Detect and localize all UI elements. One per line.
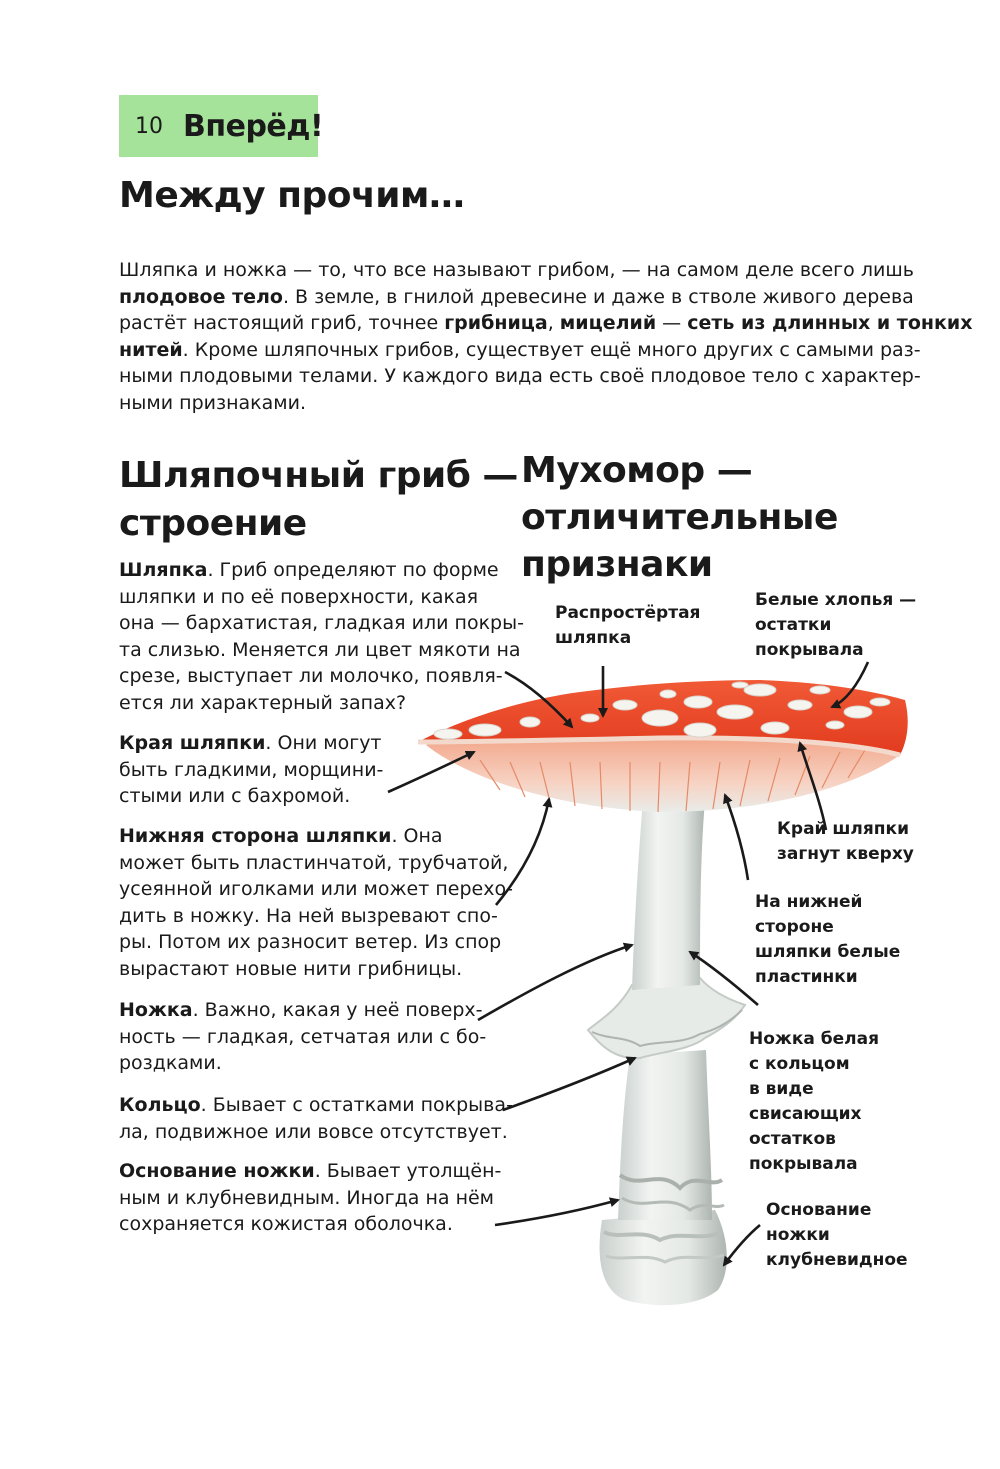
- page-number: 10: [135, 113, 163, 139]
- structure-heading-line: Шляпочный гриб —: [119, 455, 518, 496]
- description-line: дить в ножку. На ней вызревают спо-: [119, 904, 498, 927]
- description-line: Нижняя сторона шляпки. Она: [119, 825, 443, 847]
- feature-label-gills: [755, 890, 900, 990]
- feature-label-cap: [555, 601, 700, 651]
- description-line: Основание ножки. Бывает утолщён-: [119, 1160, 502, 1182]
- description-line: вырастают новые нити грибницы.: [119, 957, 463, 980]
- amanita-heading-line: отличительные: [521, 497, 838, 538]
- description-line: сохраняется кожистая оболочка.: [119, 1213, 453, 1235]
- description-line: Края шляпки. Они могут: [119, 732, 382, 754]
- feature-label-flakes: [755, 588, 916, 663]
- description-line: ла, подвижное или вовсе отсутствует.: [119, 1120, 508, 1143]
- intro-line: растёт настоящий гриб, точнее грибница, мицелий — сеть из длинных и тонких: [119, 312, 973, 334]
- label-line: На нижней: [755, 892, 863, 912]
- description-line: может быть пластинчатой, трубчатой,: [119, 851, 509, 874]
- description-line: она — бархатистая, гладкая или покры-: [119, 612, 524, 634]
- label-line: шляпки белые: [755, 942, 901, 962]
- label-line: ножки: [766, 1225, 830, 1245]
- description-line: Ножка. Важно, какая у неё поверх-: [119, 999, 483, 1021]
- arrow-base: [495, 1200, 618, 1225]
- label-line: покрывала: [749, 1154, 858, 1174]
- description-line: роздками.: [119, 1052, 222, 1074]
- label-line: свисающих: [749, 1104, 862, 1124]
- label-line: остатки: [755, 615, 832, 635]
- amanita-heading-line: Мухомор —: [521, 450, 753, 491]
- label-line: Распростёртая: [555, 603, 701, 623]
- label-line: Белые хлопья —: [755, 590, 917, 610]
- arrow-base-right: [724, 1225, 760, 1265]
- arrow-stem: [478, 945, 632, 1020]
- description-line: срезе, выступает ли молочко, появля-: [119, 665, 503, 687]
- label-line: покрывала: [755, 640, 864, 660]
- structure-heading-line: строение: [119, 503, 307, 544]
- description-line: та слизью. Меняется ли цвет мякоти на: [119, 638, 521, 661]
- description-line: ется ли характерный запах?: [119, 691, 407, 714]
- intro-line: плодовое тело. В земле, в гнилой древесине и даже в стволе живого дерева: [119, 285, 914, 308]
- upper-stem: [632, 800, 705, 990]
- description-line: шляпки и по её поверхности, какая: [119, 585, 479, 608]
- label-line: Край шляпки: [777, 819, 909, 839]
- chapter-title: Вперёд!: [183, 108, 324, 144]
- label-line: шляпка: [555, 628, 632, 648]
- description-line: ры. Потом их разносит ветер. Из спор: [119, 931, 502, 953]
- label-line: клубневидное: [766, 1250, 908, 1270]
- label-line: пластинки: [755, 967, 858, 987]
- label-line: стороне: [755, 917, 834, 937]
- intro-line: ными признаками.: [119, 391, 306, 414]
- amanita-heading-line: признаки: [521, 544, 713, 585]
- label-line: Основание: [766, 1200, 872, 1220]
- arrow-cap-edge-left: [388, 752, 474, 792]
- description-line: быть гладкими, морщини-: [119, 758, 384, 781]
- intro-line: нитей. Кроме шляпочных грибов, существует ещё много других с самыми раз-: [119, 338, 921, 361]
- feature-label-base: [766, 1198, 908, 1273]
- description-line: ным и клубневидным. Иногда на нём: [119, 1186, 495, 1209]
- label-line: загнут кверху: [777, 844, 914, 864]
- arrow-gills: [725, 795, 748, 880]
- description-line: ность — гладкая, сетчатая или с бо-: [119, 1025, 487, 1048]
- feature-label-stem-ring: [749, 1027, 879, 1177]
- page-title: Между прочим…: [119, 175, 465, 216]
- description-line: стыми или с бахромой.: [119, 785, 351, 807]
- description-line: Шляпка. Гриб определяют по форме: [119, 559, 499, 581]
- feature-label-cap-edge: [777, 817, 914, 867]
- label-line: в виде: [749, 1079, 814, 1099]
- arrow-underside-left: [496, 799, 549, 905]
- label-line: с кольцом: [749, 1054, 850, 1074]
- lower-stem: [618, 1050, 712, 1220]
- intro-line: ными плодовыми телами. У каждого вида есть своё плодовое тело с характер-: [119, 365, 921, 387]
- arrow-ring: [503, 1058, 635, 1110]
- stem-ring: [588, 978, 745, 1058]
- intro-line: Шляпка и ножка — то, что все называют грибом, — на самом деле всего лишь: [119, 259, 914, 281]
- label-line: остатков: [749, 1129, 836, 1149]
- description-line: усеянной иголками или может перехо-: [119, 878, 513, 900]
- label-line: Ножка белая: [749, 1029, 879, 1049]
- description-line: Кольцо. Бывает с остатками покрыва-: [119, 1094, 513, 1116]
